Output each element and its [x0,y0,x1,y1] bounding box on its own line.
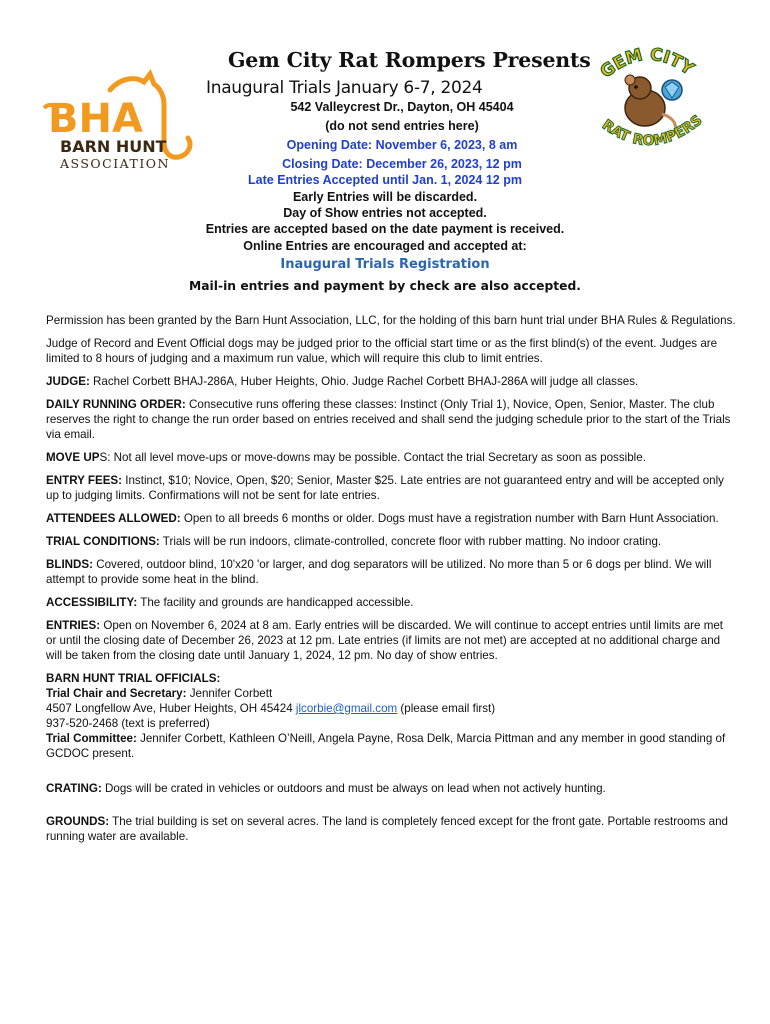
gem-city-text: GEM CITY [596,44,698,83]
crating-label: CRATING: [46,782,102,795]
registration-link[interactable]: Inaugural Trials Registration [280,257,490,272]
trials-title: Inaugural Trials January 6-7, 2024 [206,78,483,98]
flyer-body [46,313,736,852]
bha-association: ASSOCIATION [60,156,170,171]
mail-in-note: Mail-in entries and payment by check are also accepted. [189,279,581,293]
bha-barn-hunt: BARN HUNT [60,137,167,156]
chair-label: Trial Chair and Secretary: [46,687,187,700]
grounds-paragraph: GROUNDS: The trial building is set on several acres. The land is completely fenced except for the front gate. Portable restrooms and running water are available. [46,815,729,843]
judge-label: JUDGE: [46,375,90,388]
committee-label: Trial Committee: [46,732,137,745]
bha-letters: BHA [48,96,143,142]
move-ups-label: MOVE UP [46,451,100,464]
conditions-label: TRIAL CONDITIONS: [46,535,160,548]
move-ups-paragraph: MOVE UPS: Not all level move-ups or move-downs may be possible. Contact the trial Secretary as soon as possible. [46,451,646,464]
online-entries-note: Online Entries are encouraged and accepted at: [243,239,527,253]
officials-label: BARN HUNT TRIAL OFFICIALS: [46,672,221,685]
grounds-label: GROUNDS: [46,815,110,828]
crating-paragraph: CRATING: Dogs will be crated in vehicles or outdoors and must be always on lead when not actively hunting. [46,782,606,795]
closing-date: Closing Date: December 26, 2023, 12 pm [282,157,522,171]
early-entries-note: Early Entries will be discarded. [292,190,478,204]
attendees-paragraph: ATTENDEES ALLOWED: Open to all breeds 6 months or older. Dogs must have a registration number with Barn Hunt Association. [46,512,719,525]
no-entries-note: (do not send entries here) [325,119,479,133]
entry-fees-paragraph: ENTRY FEES: Instinct, $10; Novice, Open, $20; Senior, Master $25. Late entries are not guaranteed entry and will be accepted only up to judging limits. Confirmations will not be sent for late entries. [46,474,724,502]
venue-address: 542 Valleycrest Dr., Dayton, OH 45404 [290,100,514,114]
blinds-label: BLINDS: [46,558,94,571]
entry-fees-label: ENTRY FEES: [46,474,123,487]
blinds-paragraph: BLINDS: Covered, outdoor blind, 10'x20 'or larger, and dog separators will be utilized. No more than 5 or 6 dogs per blind. We will attempt to provide some heat in the blind. [46,558,712,586]
email-link[interactable]: jlcorbie@gmail.com [295,702,398,715]
entries-label: ENTRIES: [46,619,101,632]
entries-paragraph: ENTRIES: Open on November 6, 2024 at 8 am. Early entries will be discarded. We will continue to accept entries until limits are met or until the closing date of December 26, 2023 at 12 pm. Late entries (if limits are not met) are accepted at no additional charge and will be taken from the closing date until January 1, 2024, 12 pm. No day of show entries. [46,619,724,662]
attendees-label: ATTENDEES ALLOWED: [46,512,181,525]
payment-basis-note: Entries are accepted based on the date payment is received. [205,222,565,236]
chair-phone: 937-520-2468 (text is preferred) [46,717,210,730]
presents-title: Gem City Rat Rompers Presents [228,48,591,72]
running-order-label: DAILY RUNNING ORDER: [46,398,186,411]
accessibility-paragraph: ACCESSIBILITY: The facility and grounds are handicapped accessible. [46,596,414,609]
rat-rompers-text: RAT ROMPERS [598,112,706,150]
opening-date: Opening Date: November 6, 2023, 8 am [286,138,518,152]
running-order-paragraph: DAILY RUNNING ORDER: Consecutive runs offering these classes: Instinct (Only Trial 1), Novice, Open, Senior, Master. The club reserves the right to change the run order based on entries received and shall send the judging schedule prior to the start of the Trials via email. [46,398,731,441]
chair-address: 4507 Longfellow Ave, Huber Heights, OH 45424 [46,702,296,715]
accessibility-label: ACCESSIBILITY: [46,596,138,609]
permission-paragraph: Permission has been granted by the Barn Hunt Association, LLC, for the holding of this barn hunt trial under BHA Rules & Regulations. [46,314,736,327]
officials-section: BARN HUNT TRIAL OFFICIALS: Trial Chair and Secretary: Jennifer Corbett 4507 Longfellow Ave, Huber Heights, OH 45424 jlcorbie@gmail.com (please email first) 937-520-2468 (text is preferred) Trial Committee: Jennifer Corbett, Kathleen O’Neill, Angela Payne, Rosa Delk, Marcia Pittman and any member in good standing of GCDOC present. [46,672,726,760]
judge-paragraph: JUDGE: Rachel Corbett BHAJ-286A, Huber Heights, Ohio. Judge Rachel Corbett BHAJ-286A will judge all classes. [46,375,639,388]
day-of-show-note: Day of Show entries not accepted. [283,206,487,220]
late-entries-date: Late Entries Accepted until Jan. 1, 2024 12 pm [248,173,522,187]
judge-note-paragraph: Judge of Record and Event Official dogs may be judged prior to the official start time or as the first blind(s) of the event. Judges are limited to 8 hours of judging and a maximum run value, which will require this club to limit entries. [46,337,718,365]
conditions-paragraph: TRIAL CONDITIONS: Trials will be run indoors, climate-controlled, concrete floor with rubber matting. No indoor crating. [46,535,662,548]
